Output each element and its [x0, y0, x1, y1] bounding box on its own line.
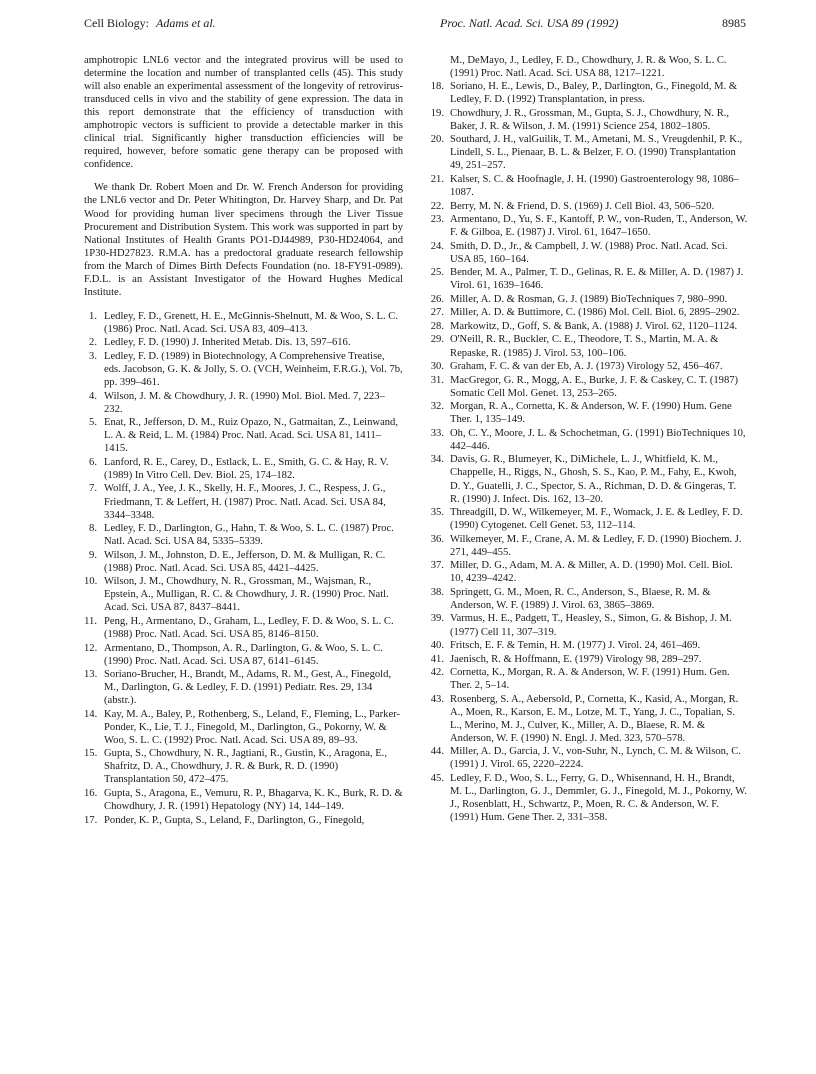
- running-header-left: [84, 16, 414, 31]
- reference-text: Ponder, K. P., Gupta, S., Leland, F., Darlington, G., Finegold,: [104, 814, 365, 826]
- reference-number: 43.: [430, 693, 444, 705]
- reference-item: [430, 333, 748, 359]
- reference-item: [430, 400, 748, 426]
- reference-text: Berry, M. N. & Friend, D. S. (1969) J. Cell Biol. 43, 506–520.: [450, 200, 715, 212]
- reference-number: 27.: [430, 307, 444, 319]
- reference-text: O'Neill, R. R., Buckler, C. E., Theodore, T. S., Martin, M. A. & Repaske, R. (1985) J. Virol. 53, 100–106.: [450, 334, 719, 359]
- reference-text: Oh, C. Y., Moore, J. L. & Schochetman, G. (1991) BioTechniques 10, 442–446.: [450, 427, 746, 452]
- reference-item: [430, 772, 748, 824]
- reference-item: [84, 787, 403, 813]
- reference-item: [430, 80, 748, 106]
- intro-paragraph: amphotropic LNL6 vector and the integrated provirus will be used to determine the location and number of transplanted cells (45). This study will also enable an experimental assessment of the longevity of retrovirus-transduced cells in vivo and the stability of gene expression. The data in this report demonstrate that the efficiency of transduction with amphotropic vectors is sufficient to provide a detectable marker in this clinical trial. Significantly higher transduction efficiencies will be required, however, before somatic gene therapy can be proposed with confidence.: [84, 55, 403, 171]
- reference-item: [430, 133, 748, 172]
- reference-number: 23.: [430, 214, 444, 226]
- left-column: [84, 54, 403, 827]
- reference-text: Enat, R., Jefferson, D. M., Ruiz Opazo, N., Gatmaitan, Z., Leinwand, L. A. & Reid, L. M. (1984) Proc. Natl. Acad. Sci. USA 81, 1411–1415.: [104, 417, 399, 455]
- reference-item: [430, 293, 748, 306]
- reference-number: 29.: [430, 334, 444, 346]
- reference-text: Wilson, J. M. & Chowdhury, J. R. (1990) Mol. Biol. Med. 7, 223–232.: [104, 390, 385, 415]
- reference-text: Morgan, R. A., Cornetta, K. & Anderson, W. F. (1990) Hum. Gene Ther. 1, 135–149.: [450, 401, 732, 426]
- reference-text: Ledley, F. D. (1990) J. Inherited Metab. Dis. 13, 597–616.: [104, 337, 351, 349]
- reference-number: 38.: [430, 586, 444, 598]
- reference-text: Soriano-Brucher, H., Brandt, M., Adams, R. M., Gest, A., Finegold, M., Darlington, G. & Ledley, F. D. (1991) Pediatr. Res. 29, 134 (abstr.).: [104, 669, 392, 707]
- reference-item: [430, 559, 748, 585]
- reference-item: [430, 427, 748, 453]
- reference-text: Varmus, H. E., Padgett, T., Heasley, S., Simon, G. & Bishop, J. M. (1977) Cell 11, 307–319.: [450, 613, 732, 638]
- reference-number: 1.: [89, 310, 97, 322]
- right-column: [430, 54, 748, 825]
- reference-text: Wolff, J. A., Yee, J. K., Skelly, H. F., Moores, J. C., Respess, J. G., Friedmann, T. & Leffert, H. (1987) Proc. Natl. Acad. Sci. USA 84, 3344–3348.: [104, 483, 386, 521]
- header-section: Cell Biology:: [84, 16, 150, 30]
- reference-text: Ledley, F. D., Woo, S. L., Ferry, G. D., Whisennand, H. H., Brandt, M. L., Darlington, G. J., Demmler, G. J., Finegold, M. J., Pokorny, W. J., Rosenblatt, H., Schwartz, P., Moen, R. C. & Anderson, W. F. (1991) Hum. Gene Ther. 2, 331–358.: [450, 773, 747, 824]
- reference-number: 31.: [430, 374, 444, 386]
- reference-item: [430, 213, 748, 239]
- reference-item: [430, 453, 748, 505]
- reference-number: 35.: [430, 507, 444, 519]
- reference-item: [84, 747, 403, 786]
- reference-item: [430, 173, 748, 199]
- reference-item: [84, 336, 403, 349]
- reference-number: 14.: [84, 708, 98, 720]
- reference-number: 20.: [430, 134, 444, 146]
- reference-continuation: M., DeMayo, J., Ledley, F. D., Chowdhury, J. R. & Woo, S. L. C. (1991) Proc. Natl. Acad. Sci. USA 88, 1217–1221.: [450, 55, 727, 80]
- reference-item: [84, 549, 403, 575]
- reference-item: [430, 586, 748, 612]
- reference-number: 9.: [89, 549, 97, 561]
- reference-number: 18.: [430, 81, 444, 93]
- reference-number: 2.: [89, 337, 97, 349]
- reference-item: [84, 310, 403, 336]
- reference-item: [84, 575, 403, 614]
- reference-number: 17.: [84, 814, 98, 826]
- reference-item: [430, 320, 748, 333]
- reference-item: [430, 666, 748, 692]
- reference-item: [430, 306, 748, 319]
- reference-list-left: [84, 310, 403, 827]
- reference-item: [430, 374, 748, 400]
- reference-text: Smith, D. D., Jr., & Campbell, J. W. (1988) Proc. Natl. Acad. Sci. USA 85, 160–164.: [450, 240, 728, 265]
- reference-number: 11.: [84, 615, 97, 627]
- reference-number: 41.: [430, 653, 444, 665]
- header-authors: Adams et al.: [156, 16, 216, 30]
- reference-number: 36.: [430, 533, 444, 545]
- reference-item: [430, 240, 748, 266]
- reference-number: 40.: [430, 640, 444, 652]
- reference-item: [430, 639, 748, 652]
- reference-number: 45.: [430, 773, 444, 785]
- reference-text: Southard, J. H., valGuilik, T. M., Ametani, M. S., Vreugdenhil, P. K., Lindell, S. L., Pienaar, B. L. & Belzer, F. O. (1990) Transplantation 49, 251–257.: [450, 134, 743, 172]
- reference-number: 8.: [89, 523, 97, 535]
- reference-text: Ledley, F. D., Grenett, H. E., McGinnis-Shelnutt, M. & Woo, S. L. C. (1986) Proc. Natl. Acad. Sci. USA 83, 409–413.: [104, 310, 399, 335]
- reference-text: Wilson, J. M., Chowdhury, N. R., Grossman, M., Wajsman, R., Epstein, A., Mulligan, R. C. & Chowdhury, J. R. (1990) Proc. Natl. Acad. Sci. USA 87, 8437–8441.: [104, 576, 389, 614]
- reference-text: Wilkemeyer, M. F., Crane, A. M. & Ledley, F. D. (1990) Biochem. J. 271, 449–455.: [450, 533, 742, 558]
- reference-item: [84, 456, 403, 482]
- reference-number: 21.: [430, 173, 444, 185]
- reference-item: [84, 668, 403, 707]
- reference-text: Graham, F. C. & van der Eb, A. J. (1973) Virology 52, 456–467.: [450, 361, 723, 373]
- reference-text: Threadgill, D. W., Wilkemeyer, M. F., Womack, J. E. & Ledley, F. D. (1990) Cytogenet. Cell Genet. 53, 112–114.: [450, 507, 743, 532]
- reference-text: Springett, G. M., Moen, R. C., Anderson, S., Blaese, R. M. & Anderson, W. F. (1989) J. Virol. 63, 3865–3869.: [450, 586, 711, 611]
- reference-text: Fritsch, E. F. & Temin, H. M. (1977) J. Virol. 24, 461–469.: [450, 640, 701, 652]
- reference-number: 44.: [430, 746, 444, 758]
- reference-number: 16.: [84, 788, 98, 800]
- reference-item: [430, 653, 748, 666]
- reference-text: Miller, D. G., Adam, M. A. & Miller, A. D. (1990) Mol. Cell. Biol. 10, 4239–4242.: [450, 560, 733, 585]
- reference-text: Rosenberg, S. A., Aebersold, P., Cornetta, K., Kasid, A., Morgan, R. A., Moen, R., Karson, E. M., Lotze, M. T., Yang, J. C., Topalian, S. L., Merino, M. J., Culver, K., Miller, A. D., Blaese, R. M. & Anderson, W. F. (1990) N. Engl. J. Med. 323, 570–578.: [450, 693, 739, 744]
- reference-text: Wilson, J. M., Johnston, D. E., Jefferson, D. M. & Mulligan, R. C. (1988) Proc. Natl. Acad. Sci. USA 85, 4421–4425.: [104, 549, 386, 574]
- reference-number: 37.: [430, 560, 444, 572]
- running-header-right: [440, 16, 746, 31]
- reference-item: [430, 533, 748, 559]
- reference-number: 3.: [89, 350, 97, 362]
- reference-text: Chowdhury, J. R., Grossman, M., Gupta, S. J., Chowdhury, N. R., Baker, J. R. & Wilson, J. M. (1991) Science 254, 1802–1805.: [450, 107, 730, 132]
- reference-item: [430, 360, 748, 373]
- reference-text: Soriano, H. E., Lewis, D., Baley, P., Darlington, G., Finegold, M. & Ledley, F. D. (1992) Transplantation, in press.: [450, 81, 738, 106]
- reference-number: 6.: [89, 456, 97, 468]
- reference-text: Armentano, D., Thompson, A. R., Darlington, G. & Woo, S. L. C. (1990) Proc. Natl. Acad. Sci. USA 87, 6141–6145.: [104, 642, 383, 667]
- reference-item: [84, 522, 403, 548]
- reference-number: 32.: [430, 401, 444, 413]
- reference-item: [84, 708, 403, 747]
- reference-text: Ledley, F. D., Darlington, G., Hahn, T. & Woo, S. L. C. (1987) Proc. Natl. Acad. Sci. USA 84, 5335–5339.: [104, 523, 394, 548]
- reference-number: 28.: [430, 320, 444, 332]
- reference-number: 39.: [430, 613, 444, 625]
- reference-number: 4.: [89, 390, 97, 402]
- reference-number: 13.: [84, 669, 98, 681]
- page-number: 8985: [722, 16, 746, 30]
- reference-number: 15.: [84, 748, 98, 760]
- reference-item: [430, 506, 748, 532]
- reference-number: 25.: [430, 267, 444, 279]
- acknowledgment-paragraph: We thank Dr. Robert Moen and Dr. W. French Anderson for providing the LNL6 vector and Dr. Peter Whitington, Dr. Harvey Sharp, and Dr. Pat Wood for providing human liver specimens through the Liver Tissue Procurement and Distribution System. This work was supported in part by National Institutes of Health Grants PO1-DJ44989, P30-HD24064, and 1P30-HD27823. R.M.A. has a predoctoral graduate research fellowship from the March of Dimes Birth Defects Foundation (no. 18-FY91-0989). F.D.L. is an Assistant Investigator of the Howard Hughes Medical Institute.: [84, 182, 403, 298]
- reference-number: 5.: [89, 417, 97, 429]
- reference-text: Miller, A. D. & Rosman, G. J. (1989) BioTechniques 7, 980–990.: [450, 293, 728, 305]
- reference-text: Davis, G. R., Blumeyer, K., DiMichele, L. J., Whitfield, K. M., Chappelle, H., Riggs, N., Ghosh, S. S., Kao, P. M., Fahy, E., Kwoh, D. Y., Guatelli, J. C., Spector, S. A., Richman, D. D. & Gingeras, T. R. (1990) J. Infect. Dis. 162, 13–20.: [450, 454, 737, 505]
- reference-number: 30.: [430, 361, 444, 373]
- reference-number: 22.: [430, 200, 444, 212]
- reference-item: [84, 390, 403, 416]
- reference-text: Markowitz, D., Goff, S. & Bank, A. (1988) J. Virol. 62, 1120–1124.: [450, 320, 738, 332]
- reference-item: [84, 350, 403, 389]
- reference-text: Miller, A. D., Garcia, J. V., von-Suhr, N., Lynch, C. M. & Wilson, C. (1991) J. Virol. 65, 2220–2224.: [450, 746, 741, 771]
- reference-text: Lanford, R. E., Carey, D., Estlack, L. E., Smith, G. C. & Hay, R. V. (1989) In Vitro Cell. Dev. Biol. 25, 174–182.: [104, 456, 389, 481]
- reference-item: [430, 266, 748, 292]
- reference-text: Miller, A. D. & Buttimore, C. (1986) Mol. Cell. Biol. 6, 2895–2902.: [450, 307, 740, 319]
- reference-number: 26.: [430, 293, 444, 305]
- reference-text: Jaenisch, R. & Hoffmann, E. (1979) Virology 98, 289–297.: [450, 653, 702, 665]
- reference-number: 24.: [430, 240, 444, 252]
- reference-number: 7.: [89, 483, 97, 495]
- reference-text: MacGregor, G. R., Mogg, A. E., Burke, J. F. & Caskey, C. T. (1987) Somatic Cell Mol. Genet. 13, 253–265.: [450, 374, 739, 399]
- reference-number: 12.: [84, 642, 98, 654]
- reference-item: [84, 642, 403, 668]
- reference-text: Ledley, F. D. (1989) in Biotechnology, A Comprehensive Treatise, eds. Jacobson, G. K. & Jolly, S. O. (VCH, Weinheim, F.R.G.), Vol. 7b, pp. 399–461.: [104, 350, 403, 389]
- reference-item: [84, 814, 403, 827]
- reference-text: Gupta, S., Chowdhury, N. R., Jagtiani, R., Gustin, K., Aragona, E., Shafritz, D. A., Chowdhury, J. R. & Burk, R. D. (1990) Transplantation 50, 472–475.: [104, 748, 387, 786]
- reference-item: [430, 107, 748, 133]
- reference-text: Kay, M. A., Baley, P., Rothenberg, S., Leland, F., Fleming, L., Parker-Ponder, K., Lie, T. J., Finegold, M., Darlington, G., Pokorny, W. & Woo, S. L. C. (1992) Proc. Natl. Acad. Sci. USA 89, 89–93.: [104, 708, 401, 746]
- reference-number: 33.: [430, 427, 444, 439]
- reference-item: [84, 482, 403, 521]
- reference-item: [430, 612, 748, 638]
- reference-text: Peng, H., Armentano, D., Graham, L., Ledley, F. D. & Woo, S. L. C. (1988) Proc. Natl. Acad. Sci. USA 85, 8146–8150.: [104, 615, 394, 640]
- reference-item: [430, 693, 748, 745]
- reference-text: Cornetta, K., Morgan, R. A. & Anderson, W. F. (1991) Hum. Gen. Ther. 2, 5–14.: [450, 667, 730, 692]
- reference-number: 34.: [430, 454, 444, 466]
- reference-item: [430, 200, 748, 213]
- reference-text: Kalser, S. C. & Hoofnagle, J. H. (1990) Gastroenterology 98, 1086–1087.: [450, 173, 739, 198]
- reference-number: 19.: [430, 107, 444, 119]
- reference-number: 42.: [430, 667, 444, 679]
- reference-item: [84, 416, 403, 455]
- reference-text: Gupta, S., Aragona, E., Vemuru, R. P., Bhagarva, K. K., Burk, R. D. & Chowdhury, J. R. (1991) Hepatology (NY) 14, 144–149.: [104, 788, 403, 813]
- reference-item: [84, 615, 403, 641]
- reference-number: 10.: [84, 576, 98, 588]
- header-journal: Proc. Natl. Acad. Sci. USA 89 (1992): [440, 16, 619, 30]
- reference-list-right: [430, 80, 748, 824]
- reference-text: Armentano, D., Yu, S. F., Kantoff, P. W., von-Ruden, T., Anderson, W. F. & Gilboa, E. (1987) J. Virol. 61, 1647–1650.: [450, 214, 748, 239]
- reference-text: Bender, M. A., Palmer, T. D., Gelinas, R. E. & Miller, A. D. (1987) J. Virol. 61, 1639–1646.: [450, 267, 744, 292]
- reference-item: [430, 745, 748, 771]
